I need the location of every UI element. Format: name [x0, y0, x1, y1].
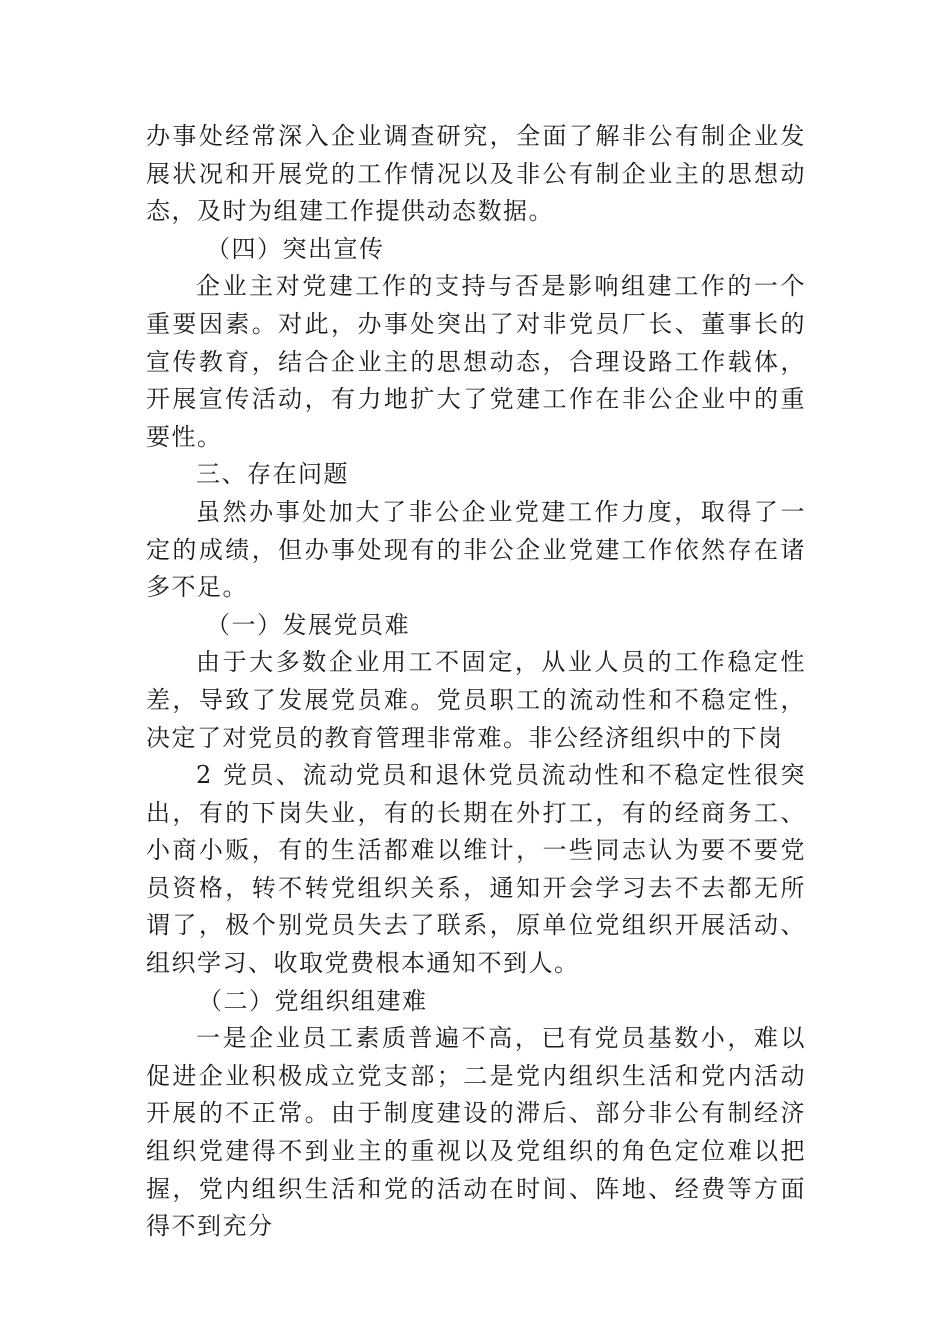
paragraph-organization-building: 一是企业员工素质普遍不高，已有党员基数小，难以促进企业积极成立党支部；二是党内组织生活和党内活动开展的不正常。由于制度建设的滞后、部分非公有制经济组织党建得不到业主的重视以及党组织的角色定位难以把握，党内组织生活和党的活动在时间、阵地、经费等方面得不到充分 [146, 1024, 806, 1241]
document-body [146, 118, 806, 1246]
section-heading-2: （二）党组织组建难 [198, 986, 428, 1015]
section-heading-problems: 三、存在问题 [196, 460, 349, 489]
paragraph-continued: 办事处经常深入企业调查研究，全面了解非公有制企业发展状况和开展党的工作情况以及非公有制企业主的思想动态，及时为组建工作提供动态数据。 [146, 122, 806, 226]
section-heading-4: （四）突出宣传 [206, 234, 385, 263]
paragraph-member-development: 由于大多数企业用工不固定，从业人员的工作稳定性差，导致了发展党员难。党员职工的流动性和不稳定性，决定了对党员的教育管理非常难。非公经济组织中的下岗 [146, 648, 806, 752]
paragraph-publicity: 企业主对党建工作的支持与否是影响组建工作的一个重要因素。对此，办事处突出了对非党员厂长、董事长的宣传教育，结合企业主的思想动态，合理设路工作载体，开展宣传活动，有力地扩大了党建工作在非公企业中的重要性。 [146, 272, 806, 451]
paragraph-member-mobility: 2 党员、流动党员和退休党员流动性和不稳定性很突出，有的下岗失业，有的长期在外打工，有的经商务工、小商小贩，有的生活都难以维计，一些同志认为要不要党员资格，转不转党组织关系，通知开会学习去不去都无所谓了，极个别党员失去了联系，原单位党组织开展活动、组织学习、收取党费根本通知不到人。 [146, 761, 806, 978]
paragraph-problems-intro: 虽然办事处加大了非公企业党建工作力度，取得了一定的成绩，但办事处现有的非公企业党建工作依然存在诸多不足。 [146, 497, 806, 602]
section-heading-1: （一）发展党员难 [206, 610, 410, 639]
